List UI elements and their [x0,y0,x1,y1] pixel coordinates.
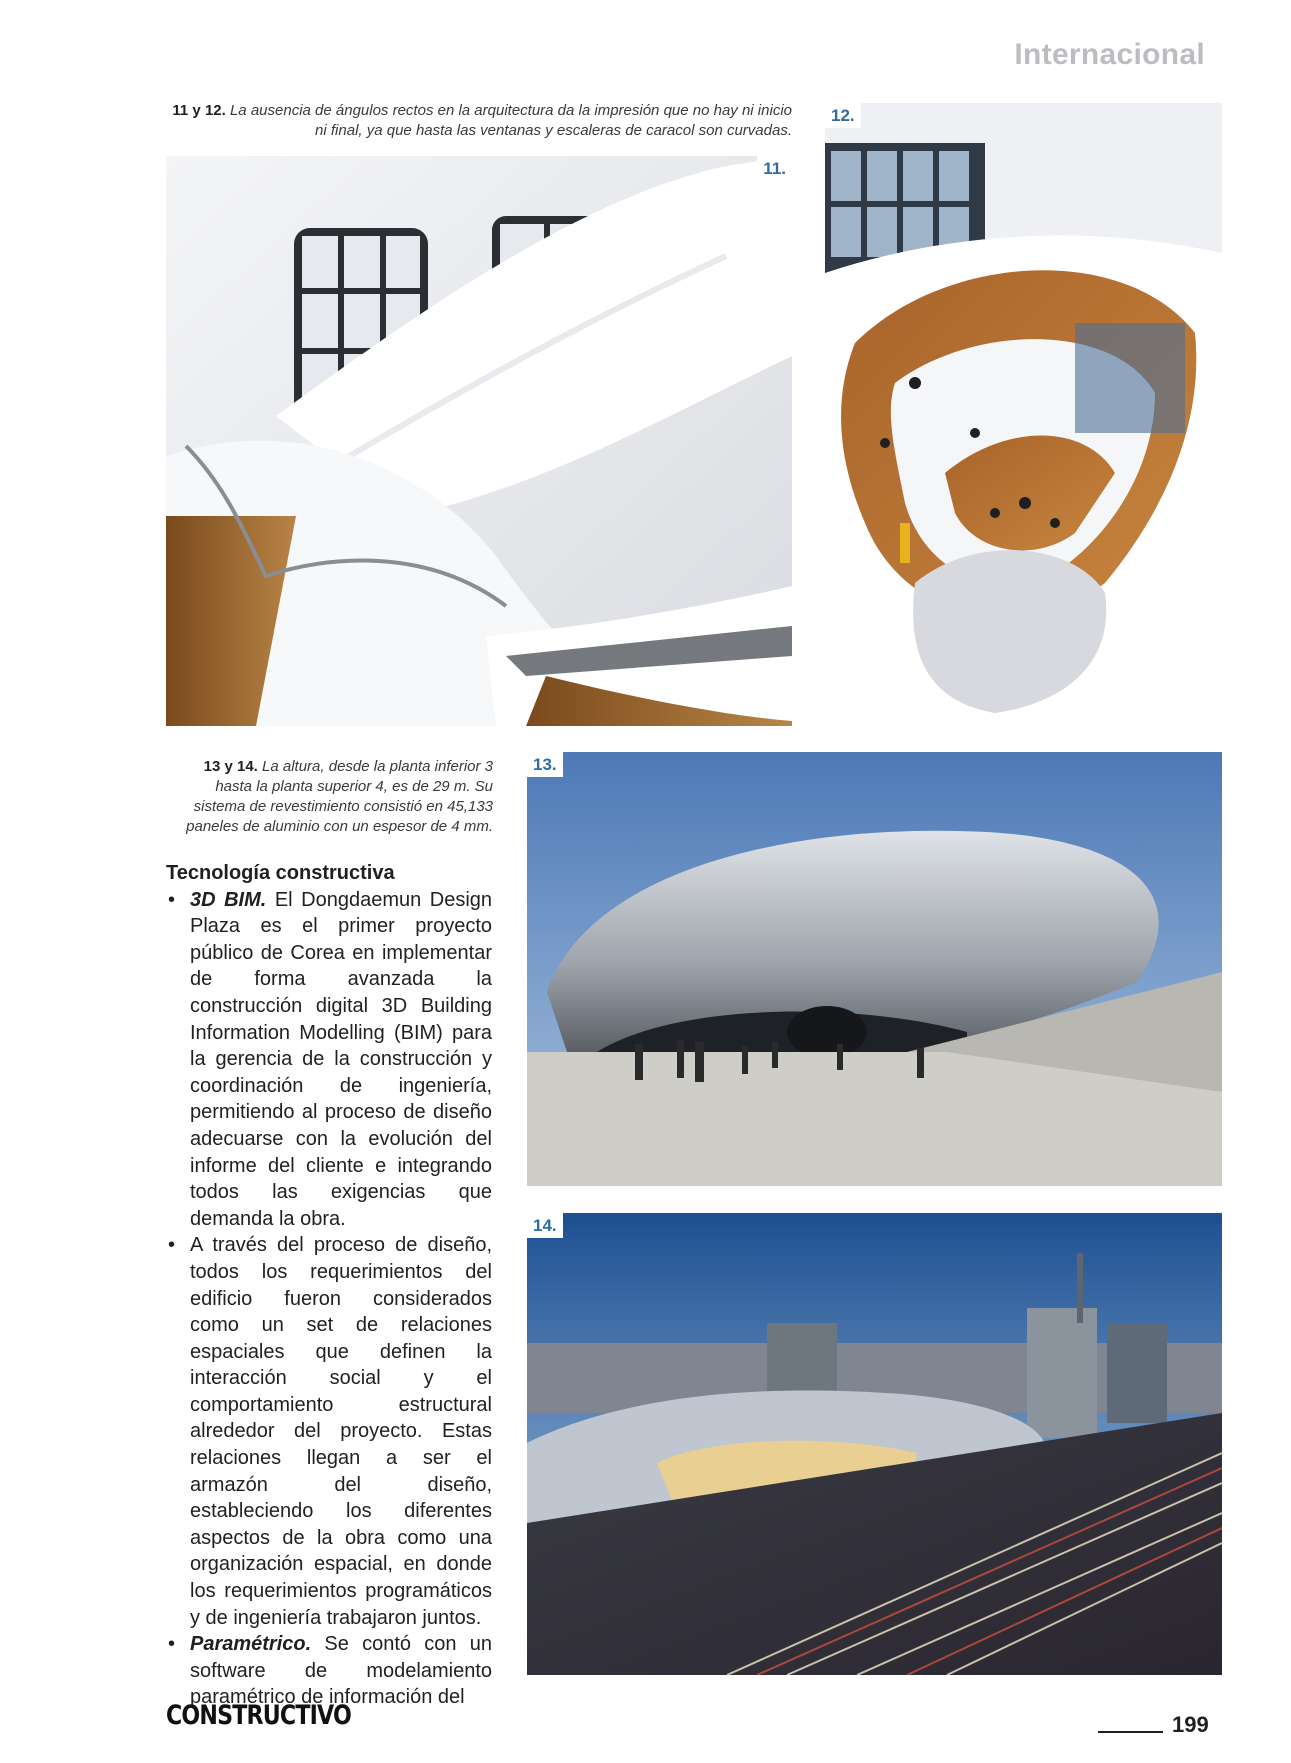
caption-13-14 [166,757,493,837]
caption-text: La altura, desde la planta inferior 3 hasta la planta superior 4, es de 29 m. Su sistema de revestimiento consistió en 45,133 paneles de aluminio con un espesor de 4 mm. [186,758,493,835]
section-title: Internacional [1014,38,1205,71]
section-heading: Tecnología constructiva [166,862,395,884]
photo-11-staircase [166,156,792,726]
photo-14-aerial [527,1213,1222,1675]
caption-text: La ausencia de ángulos rectos en la arquitectura da la impresión que no hay ni inicio ni final, ya que hasta las ventanas y escaleras de caracol son curvadas. [229,102,792,139]
bullet-list [166,887,492,1711]
figure-label-14: 14. [527,1213,563,1238]
bullet-text: Se contó con un software de modelamiento paramétrico de información del [190,1633,492,1709]
bullet-text: A través del proceso de diseño, todos los requerimientos del edificio fueron considerados como un set de relaciones espaciales que definen la interacción social y el comportamiento estructural alrededor del proyecto. Estas relaciones llegan a ser el armazón del diseño, estableciendo los diferentes aspectos de la obra como una organización espacial, en donde los requerimientos programáticos y de ingeniería trabajaron juntos. [190,1234,492,1629]
footer-brand: CONSTRUCTIVO [166,1700,351,1731]
footer-divider [1098,1731,1163,1733]
photo-12-atrium [825,103,1222,726]
caption-11-12 [166,101,792,141]
caption-number: 13 y 14. [203,758,258,775]
article-body [166,860,492,1711]
bullet-text: El Dongdaemun Design Plaza es el primer proyecto público de Corea en implementar de forma avanzada la construcción digital 3D Building Information Modelling (BIM) para la gerencia de la construcción y coordinación de ingeniería, permitiendo al proceso de diseño adecuarse con la evolución del informe del cliente e integrando todos las exigencias que demanda la obra. [190,888,493,1230]
photo-13-exterior [527,752,1222,1186]
bullet-item [166,887,492,1233]
bullet-lead: Paramétrico. [190,1633,312,1656]
figure-label-11: 11. [757,156,792,181]
page-number: 199 [1172,1712,1209,1737]
figure-label-13: 13. [527,752,563,777]
bullet-lead: 3D BIM. [190,888,267,911]
bullet-item [166,1232,492,1631]
figure-label-12: 12. [825,103,861,128]
caption-number: 11 y 12. [172,102,226,119]
